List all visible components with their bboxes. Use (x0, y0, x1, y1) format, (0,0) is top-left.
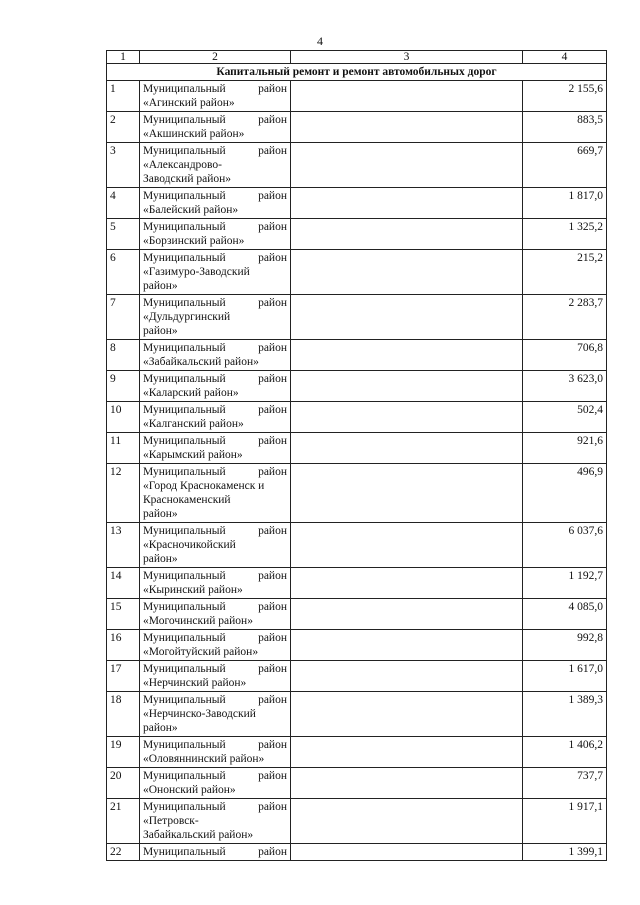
amount-cell: 496,9 (523, 464, 607, 523)
header-cell-1: 1 (107, 51, 140, 64)
word: Муниципальный (143, 770, 226, 782)
table-row (107, 295, 607, 340)
word: Муниципальный (143, 252, 226, 264)
table-row (107, 737, 607, 768)
empty-cell (291, 661, 523, 692)
word: район (258, 83, 287, 95)
empty-cell (291, 340, 523, 371)
table-row (107, 402, 607, 433)
district-name-line: Забайкальский район» (143, 829, 254, 841)
header-cell-2: 2 (140, 51, 291, 64)
empty-cell (291, 599, 523, 630)
district-name-line: «Ононский район» (143, 784, 236, 796)
district-name-line: «Дульдургинский (143, 311, 231, 323)
district-name-line: «Агинский район» (143, 97, 235, 109)
district-name-line: «Забайкальский район» (143, 356, 259, 368)
table-row (107, 768, 607, 799)
amount-cell: 3 623,0 (523, 371, 607, 402)
word: Муниципальный (143, 435, 226, 447)
district-name (140, 112, 291, 143)
empty-cell (291, 295, 523, 340)
district-name-line (143, 524, 287, 538)
allocation-table (106, 50, 607, 861)
word: Муниципальный (143, 632, 226, 644)
district-name (140, 188, 291, 219)
district-name-line (143, 600, 287, 614)
row-number: 7 (107, 295, 140, 340)
district-name-line: район» (143, 280, 178, 292)
word: район (258, 570, 287, 582)
table-row (107, 799, 607, 844)
amount-cell: 215,2 (523, 250, 607, 295)
district-name-line (143, 220, 287, 234)
word: район (258, 145, 287, 157)
word: Муниципальный (143, 739, 226, 751)
row-number: 22 (107, 844, 140, 861)
row-number: 18 (107, 692, 140, 737)
district-name-line: «Петровск- (143, 815, 199, 827)
word: Муниципальный (143, 190, 226, 202)
word: район (258, 373, 287, 385)
district-name-line: «Нерчинско-Заводский (143, 708, 256, 720)
district-name (140, 250, 291, 295)
district-name-line: «Балейский район» (143, 204, 239, 216)
amount-cell: 1 817,0 (523, 188, 607, 219)
row-number: 15 (107, 599, 140, 630)
district-name-line (143, 569, 287, 583)
word: Муниципальный (143, 570, 226, 582)
district-name-line (143, 738, 287, 752)
district-name-line (143, 189, 287, 203)
word: Муниципальный (143, 373, 226, 385)
district-name (140, 737, 291, 768)
word: Муниципальный (143, 601, 226, 613)
empty-cell (291, 799, 523, 844)
district-name (140, 692, 291, 737)
word: Муниципальный (143, 342, 226, 354)
table-row (107, 433, 607, 464)
row-number: 12 (107, 464, 140, 523)
amount-cell: 1 325,2 (523, 219, 607, 250)
word: район (258, 114, 287, 126)
word: Муниципальный (143, 525, 226, 537)
word: район (258, 525, 287, 537)
district-name-line: район» (143, 508, 178, 520)
district-name-line (143, 434, 287, 448)
district-name-line (143, 403, 287, 417)
district-name-line (143, 144, 287, 158)
empty-cell (291, 371, 523, 402)
district-name (140, 340, 291, 371)
row-number: 11 (107, 433, 140, 464)
amount-cell: 2 155,6 (523, 81, 607, 112)
row-number: 16 (107, 630, 140, 661)
table-row (107, 250, 607, 295)
district-name (140, 844, 291, 861)
district-name-line (143, 251, 287, 265)
district-name (140, 402, 291, 433)
district-name-line (143, 465, 287, 479)
table-row (107, 188, 607, 219)
header-row (107, 51, 607, 64)
district-name-line: «Могойтуйский район» (143, 646, 259, 658)
district-name-line (143, 800, 287, 814)
row-number: 20 (107, 768, 140, 799)
word: район (258, 739, 287, 751)
table-row (107, 523, 607, 568)
word: Муниципальный (143, 404, 226, 416)
section-row (107, 64, 607, 81)
district-name-line (143, 113, 287, 127)
row-number: 19 (107, 737, 140, 768)
empty-cell (291, 568, 523, 599)
word: район (258, 252, 287, 264)
table-row (107, 568, 607, 599)
district-name-line: «Красночикойский (143, 539, 236, 551)
empty-cell (291, 737, 523, 768)
district-name (140, 768, 291, 799)
district-name-line: Краснокаменский (143, 494, 231, 506)
amount-cell: 669,7 (523, 143, 607, 188)
district-name-line: район» (143, 325, 178, 337)
empty-cell (291, 81, 523, 112)
empty-cell (291, 768, 523, 799)
district-name-line (143, 631, 287, 645)
row-number: 8 (107, 340, 140, 371)
page-number: 4 (317, 34, 323, 48)
amount-cell: 921,6 (523, 433, 607, 464)
district-name-line (143, 372, 287, 386)
empty-cell (291, 433, 523, 464)
word: район (258, 601, 287, 613)
district-name (140, 599, 291, 630)
word: Муниципальный (143, 145, 226, 157)
amount-cell: 4 085,0 (523, 599, 607, 630)
row-number: 13 (107, 523, 140, 568)
row-number: 10 (107, 402, 140, 433)
district-name-line: «Оловяннинский район» (143, 753, 265, 765)
district-name-line (143, 769, 287, 783)
empty-cell (291, 188, 523, 219)
district-name-line: «Нерчинский район» (143, 677, 247, 689)
district-name-line: «Кыринский район» (143, 584, 243, 596)
district-name-line: Заводский район» (143, 173, 232, 185)
district-name-line: «Могочинский район» (143, 615, 253, 627)
amount-cell: 1 617,0 (523, 661, 607, 692)
district-name-line: «Каларский район» (143, 387, 239, 399)
empty-cell (291, 464, 523, 523)
word: район (258, 466, 287, 478)
word: район (258, 770, 287, 782)
empty-cell (291, 219, 523, 250)
district-name (140, 568, 291, 599)
amount-cell: 6 037,6 (523, 523, 607, 568)
district-name-line: «Газимуро-Заводский (143, 266, 250, 278)
row-number: 21 (107, 799, 140, 844)
table-row (107, 464, 607, 523)
row-number: 14 (107, 568, 140, 599)
word: Муниципальный (143, 114, 226, 126)
header-cell-4: 4 (523, 51, 607, 64)
empty-cell (291, 402, 523, 433)
district-name-line (143, 693, 287, 707)
district-name (140, 464, 291, 523)
row-number: 17 (107, 661, 140, 692)
amount-cell: 883,5 (523, 112, 607, 143)
amount-cell: 1 389,3 (523, 692, 607, 737)
district-name (140, 81, 291, 112)
empty-cell (291, 844, 523, 861)
row-number: 4 (107, 188, 140, 219)
table-row (107, 219, 607, 250)
word: Муниципальный (143, 221, 226, 233)
word: Муниципальный (143, 663, 226, 675)
word: Муниципальный (143, 297, 226, 309)
district-name-line: «Карымский район» (143, 449, 243, 461)
amount-cell: 1 406,2 (523, 737, 607, 768)
row-number: 5 (107, 219, 140, 250)
word: район (258, 404, 287, 416)
word: Муниципальный (143, 83, 226, 95)
empty-cell (291, 143, 523, 188)
amount-cell: 2 283,7 (523, 295, 607, 340)
word: район (258, 801, 287, 813)
table-row (107, 81, 607, 112)
word: район (258, 221, 287, 233)
amount-cell: 1 917,1 (523, 799, 607, 844)
word: Муниципальный (143, 801, 226, 813)
amount-cell: 502,4 (523, 402, 607, 433)
district-name (140, 295, 291, 340)
table-row (107, 599, 607, 630)
amount-cell: 737,7 (523, 768, 607, 799)
table-row (107, 371, 607, 402)
row-number: 3 (107, 143, 140, 188)
district-name (140, 143, 291, 188)
row-number: 2 (107, 112, 140, 143)
district-name (140, 630, 291, 661)
row-number: 9 (107, 371, 140, 402)
row-number: 1 (107, 81, 140, 112)
district-name-line (143, 845, 287, 859)
district-name-line: «Акшинский район» (143, 128, 245, 140)
word: район (258, 435, 287, 447)
table-row (107, 630, 607, 661)
header-cell-3: 3 (291, 51, 523, 64)
amount-cell: 1 399,1 (523, 844, 607, 861)
empty-cell (291, 250, 523, 295)
word: Муниципальный (143, 846, 226, 858)
district-name (140, 433, 291, 464)
district-name (140, 219, 291, 250)
word: район (258, 632, 287, 644)
amount-cell: 992,8 (523, 630, 607, 661)
district-name-line: «Город Краснокаменск и (143, 480, 265, 492)
amount-cell: 1 192,7 (523, 568, 607, 599)
word: район (258, 663, 287, 675)
table-body (107, 51, 607, 861)
word: район (258, 342, 287, 354)
table-row (107, 661, 607, 692)
section-title: Капитальный ремонт и ремонт автомобильных дорог (107, 64, 607, 81)
empty-cell (291, 523, 523, 568)
table-row (107, 844, 607, 861)
district-name-line (143, 296, 287, 310)
district-name (140, 799, 291, 844)
district-name-line: район» (143, 553, 178, 565)
table-row (107, 112, 607, 143)
table-row (107, 143, 607, 188)
word: район (258, 846, 287, 858)
district-name (140, 371, 291, 402)
empty-cell (291, 692, 523, 737)
word: Муниципальный (143, 466, 226, 478)
row-number: 6 (107, 250, 140, 295)
empty-cell (291, 630, 523, 661)
amount-cell: 706,8 (523, 340, 607, 371)
district-name-line (143, 82, 287, 96)
table-row (107, 692, 607, 737)
district-name-line: «Калганский район» (143, 418, 244, 430)
district-name-line (143, 662, 287, 676)
district-name (140, 661, 291, 692)
word: район (258, 297, 287, 309)
word: район (258, 190, 287, 202)
district-name-line: район» (143, 722, 178, 734)
district-name (140, 523, 291, 568)
district-name-line: «Борзинский район» (143, 235, 245, 247)
district-name-line (143, 341, 287, 355)
district-name-line: «Александрово- (143, 159, 222, 171)
empty-cell (291, 112, 523, 143)
table-row (107, 340, 607, 371)
word: Муниципальный (143, 694, 226, 706)
word: район (258, 694, 287, 706)
